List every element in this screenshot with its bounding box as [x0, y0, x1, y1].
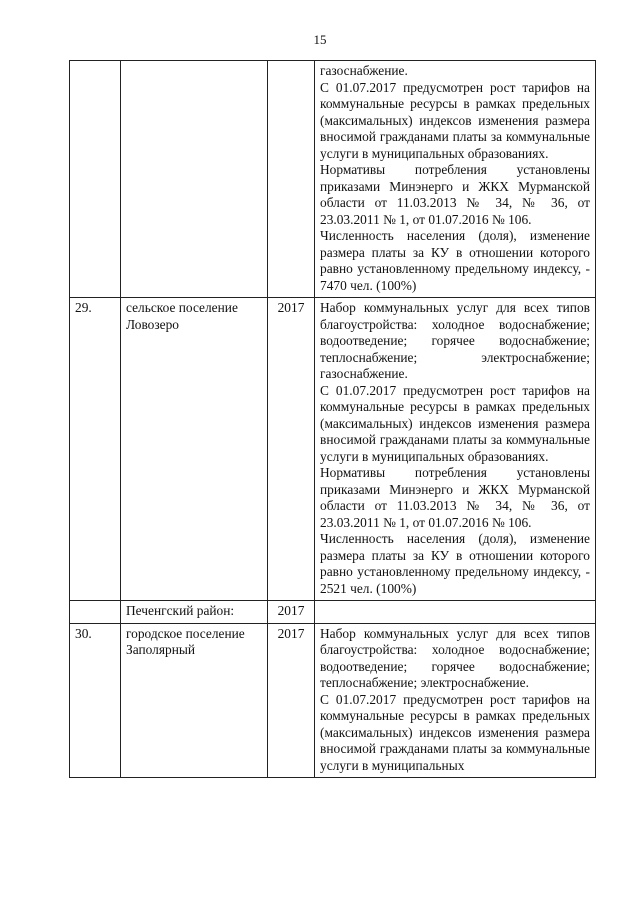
district-header: Печенгский район:	[121, 601, 268, 624]
document-table	[69, 60, 596, 778]
description-paragraph: С 01.07.2017 предусмотрен рост тарифов на коммунальные ресурсы в рамках предельных (максимальных) индексов изменения размера вносимой гражданами платы за коммунальные услуги в муниципальных образованиях.	[320, 79, 590, 161]
municipality-name	[121, 61, 268, 298]
table-row	[70, 623, 596, 778]
row-description	[315, 623, 596, 778]
row-year	[268, 61, 315, 298]
description-paragraph: С 01.07.2017 предусмотрен рост тарифов на коммунальные ресурсы в рамках предельных (максимальных) индексов изменения размера вносимой гражданами платы за коммунальные услуги в муниципальных	[320, 691, 590, 773]
row-year: 2017	[268, 623, 315, 778]
table-row	[70, 601, 596, 624]
row-description	[315, 61, 596, 298]
description-paragraph: Набор коммунальных услуг для всех типов благоустройства: холодное водоснабжение; водоотведение; горячее водоснабжение; теплоснабжение; электроснабжение.	[320, 625, 590, 690]
row-number	[70, 61, 121, 298]
municipality-name: сельское поселение Ловозеро	[121, 298, 268, 601]
table-row	[70, 61, 596, 298]
municipality-name: городское поселение Заполярный	[121, 623, 268, 778]
page-number: 15	[313, 32, 327, 47]
description-paragraph: газоснабжение.	[320, 63, 408, 78]
table-row	[70, 298, 596, 601]
description-paragraph: Нормативы потребления установлены приказами Минэнерго и ЖКХ Мурманской области от 11.03.2013 № 34, № 36, от 23.03.2011 № 1, от 01.07.2016 № 106.	[320, 162, 590, 227]
description-paragraph: С 01.07.2017 предусмотрен рост тарифов на коммунальные ресурсы в рамках предельных (максимальных) индексов изменения размера вносимой гражданами платы за коммунальные услуги в муниципальных образованиях.	[320, 382, 590, 464]
description-paragraph: Нормативы потребления установлены приказами Минэнерго и ЖКХ Мурманской области от 11.03.2013 № 34, № 36, от 23.03.2011 № 1, от 01.07.2016 № 106.	[320, 465, 590, 530]
row-description	[315, 601, 596, 624]
description-paragraph: Численность населения (доля), изменение размера платы за КУ в отношении которого равно установленному предельному индексу, - 7470 чел. (100%)	[320, 228, 590, 293]
row-number: 30.	[70, 623, 121, 778]
row-year: 2017	[268, 601, 315, 624]
row-number	[70, 601, 121, 624]
row-description	[315, 298, 596, 601]
row-number: 29.	[70, 298, 121, 601]
description-paragraph: Набор коммунальных услуг для всех типов благоустройства: холодное водоснабжение; водоотведение; горячее водоснабжение; теплоснабжение; электроснабжение; газоснабжение.	[320, 300, 590, 381]
description-paragraph: Численность населения (доля), изменение размера платы за КУ в отношении которого равно установленному предельному индексу, - 2521 чел. (100%)	[320, 531, 590, 596]
row-year: 2017	[268, 298, 315, 601]
